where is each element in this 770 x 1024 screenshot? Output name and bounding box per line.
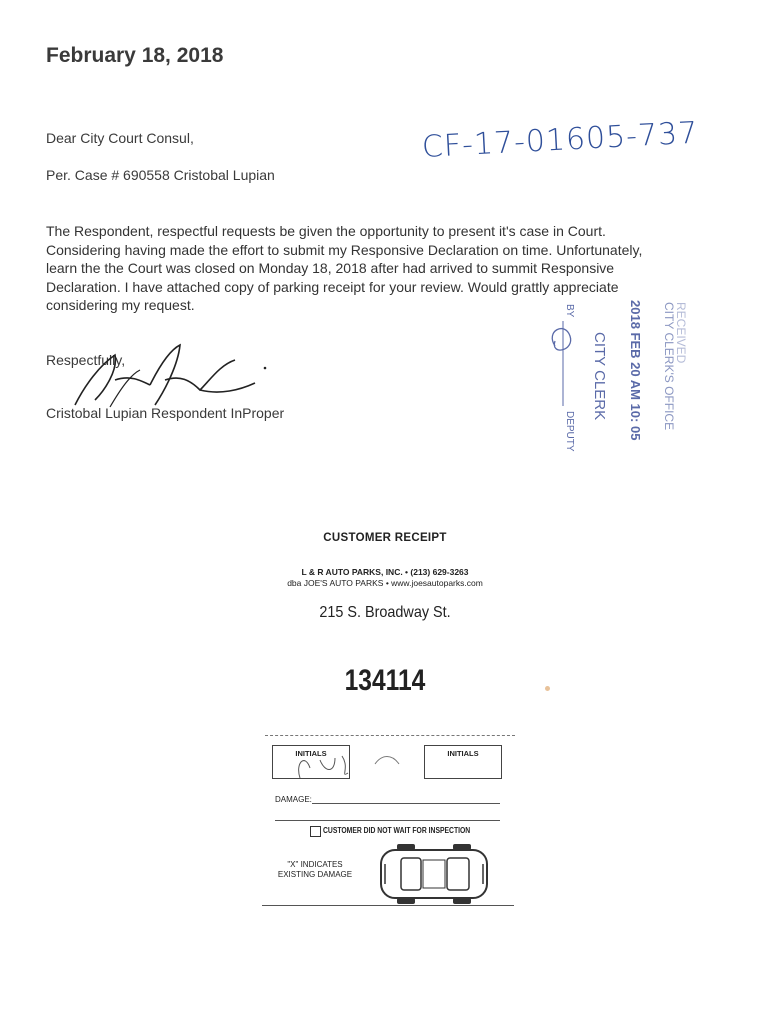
body-line: Considering having made the effort to submit my Responsive Declaration on time. Unfortunately, (46, 241, 643, 258)
received-stamp (545, 296, 695, 456)
case-line: Per. Case # 690558 Cristobal Lupian (46, 167, 275, 183)
letter-date: February 18, 2018 (46, 44, 224, 67)
x-indicates-line2: EXISTING DAMAGE (277, 870, 353, 879)
closing: Respectfully, (46, 352, 126, 368)
stamp-office: CITY CLERK (591, 332, 608, 421)
receipt-bottom-line (262, 905, 514, 906)
salutation: Dear City Court Consul, (46, 130, 194, 146)
handwritten-case-number: CF-17-01605-737 (421, 115, 700, 165)
x-indicates-line1: "X" INDICATES (287, 860, 343, 869)
damage-line (312, 803, 500, 804)
handwritten-initials (280, 748, 360, 788)
body-line: The Respondent, respectful requests be given the opportunity to present it's case in Court. (46, 223, 606, 239)
receipt-title: CUSTOMER RECEIPT (323, 532, 447, 544)
receipt-address: 215 S. Broadway St. (319, 604, 451, 621)
initials-label: INITIALS (295, 749, 327, 758)
tear-line (265, 735, 515, 736)
stain-dot (545, 686, 550, 691)
stamp-datetime: 2018 FEB 20 AM 10: 05 (628, 300, 643, 441)
stamp-deputy: DEPUTY (564, 411, 575, 452)
inspection-checkbox[interactable] (310, 826, 321, 837)
body-line: learn the the Court was closed on Monday 18, 2018 after had arrived to summit Responsive (46, 260, 615, 276)
car-diagram-icon (377, 844, 491, 904)
x-indicates-label (270, 860, 360, 880)
arc-mark (372, 752, 402, 766)
damage-label: DAMAGE: (275, 795, 312, 804)
body-line: Declaration. I have attached copy of parking receipt for your review. Would grattly appreciate (46, 278, 619, 295)
signer-line: Cristobal Lupian Respondent InProper (46, 405, 285, 421)
body-line: considering my request. (46, 297, 195, 313)
initials-box-right (424, 745, 502, 779)
receipt-company: L & R AUTO PARKS, INC. • (213) 629-3263 (301, 567, 469, 577)
initials-label: INITIALS (447, 749, 479, 758)
checkbox-label: CUSTOMER DID NOT WAIT FOR INSPECTION (323, 826, 471, 835)
damage-line-2 (275, 820, 500, 821)
ticket-number: 134114 (344, 664, 426, 697)
stamp-by: BY (564, 304, 575, 318)
stamp-graphic (545, 296, 695, 456)
stamp-line2: CITY CLERK'S OFFICE (662, 302, 676, 431)
stamp-line1: RECEIVED (674, 302, 688, 364)
handwritten-signature (60, 335, 280, 415)
receipt-dba: dba JOE'S AUTO PARKS • www.joesautoparks.com (287, 578, 483, 588)
